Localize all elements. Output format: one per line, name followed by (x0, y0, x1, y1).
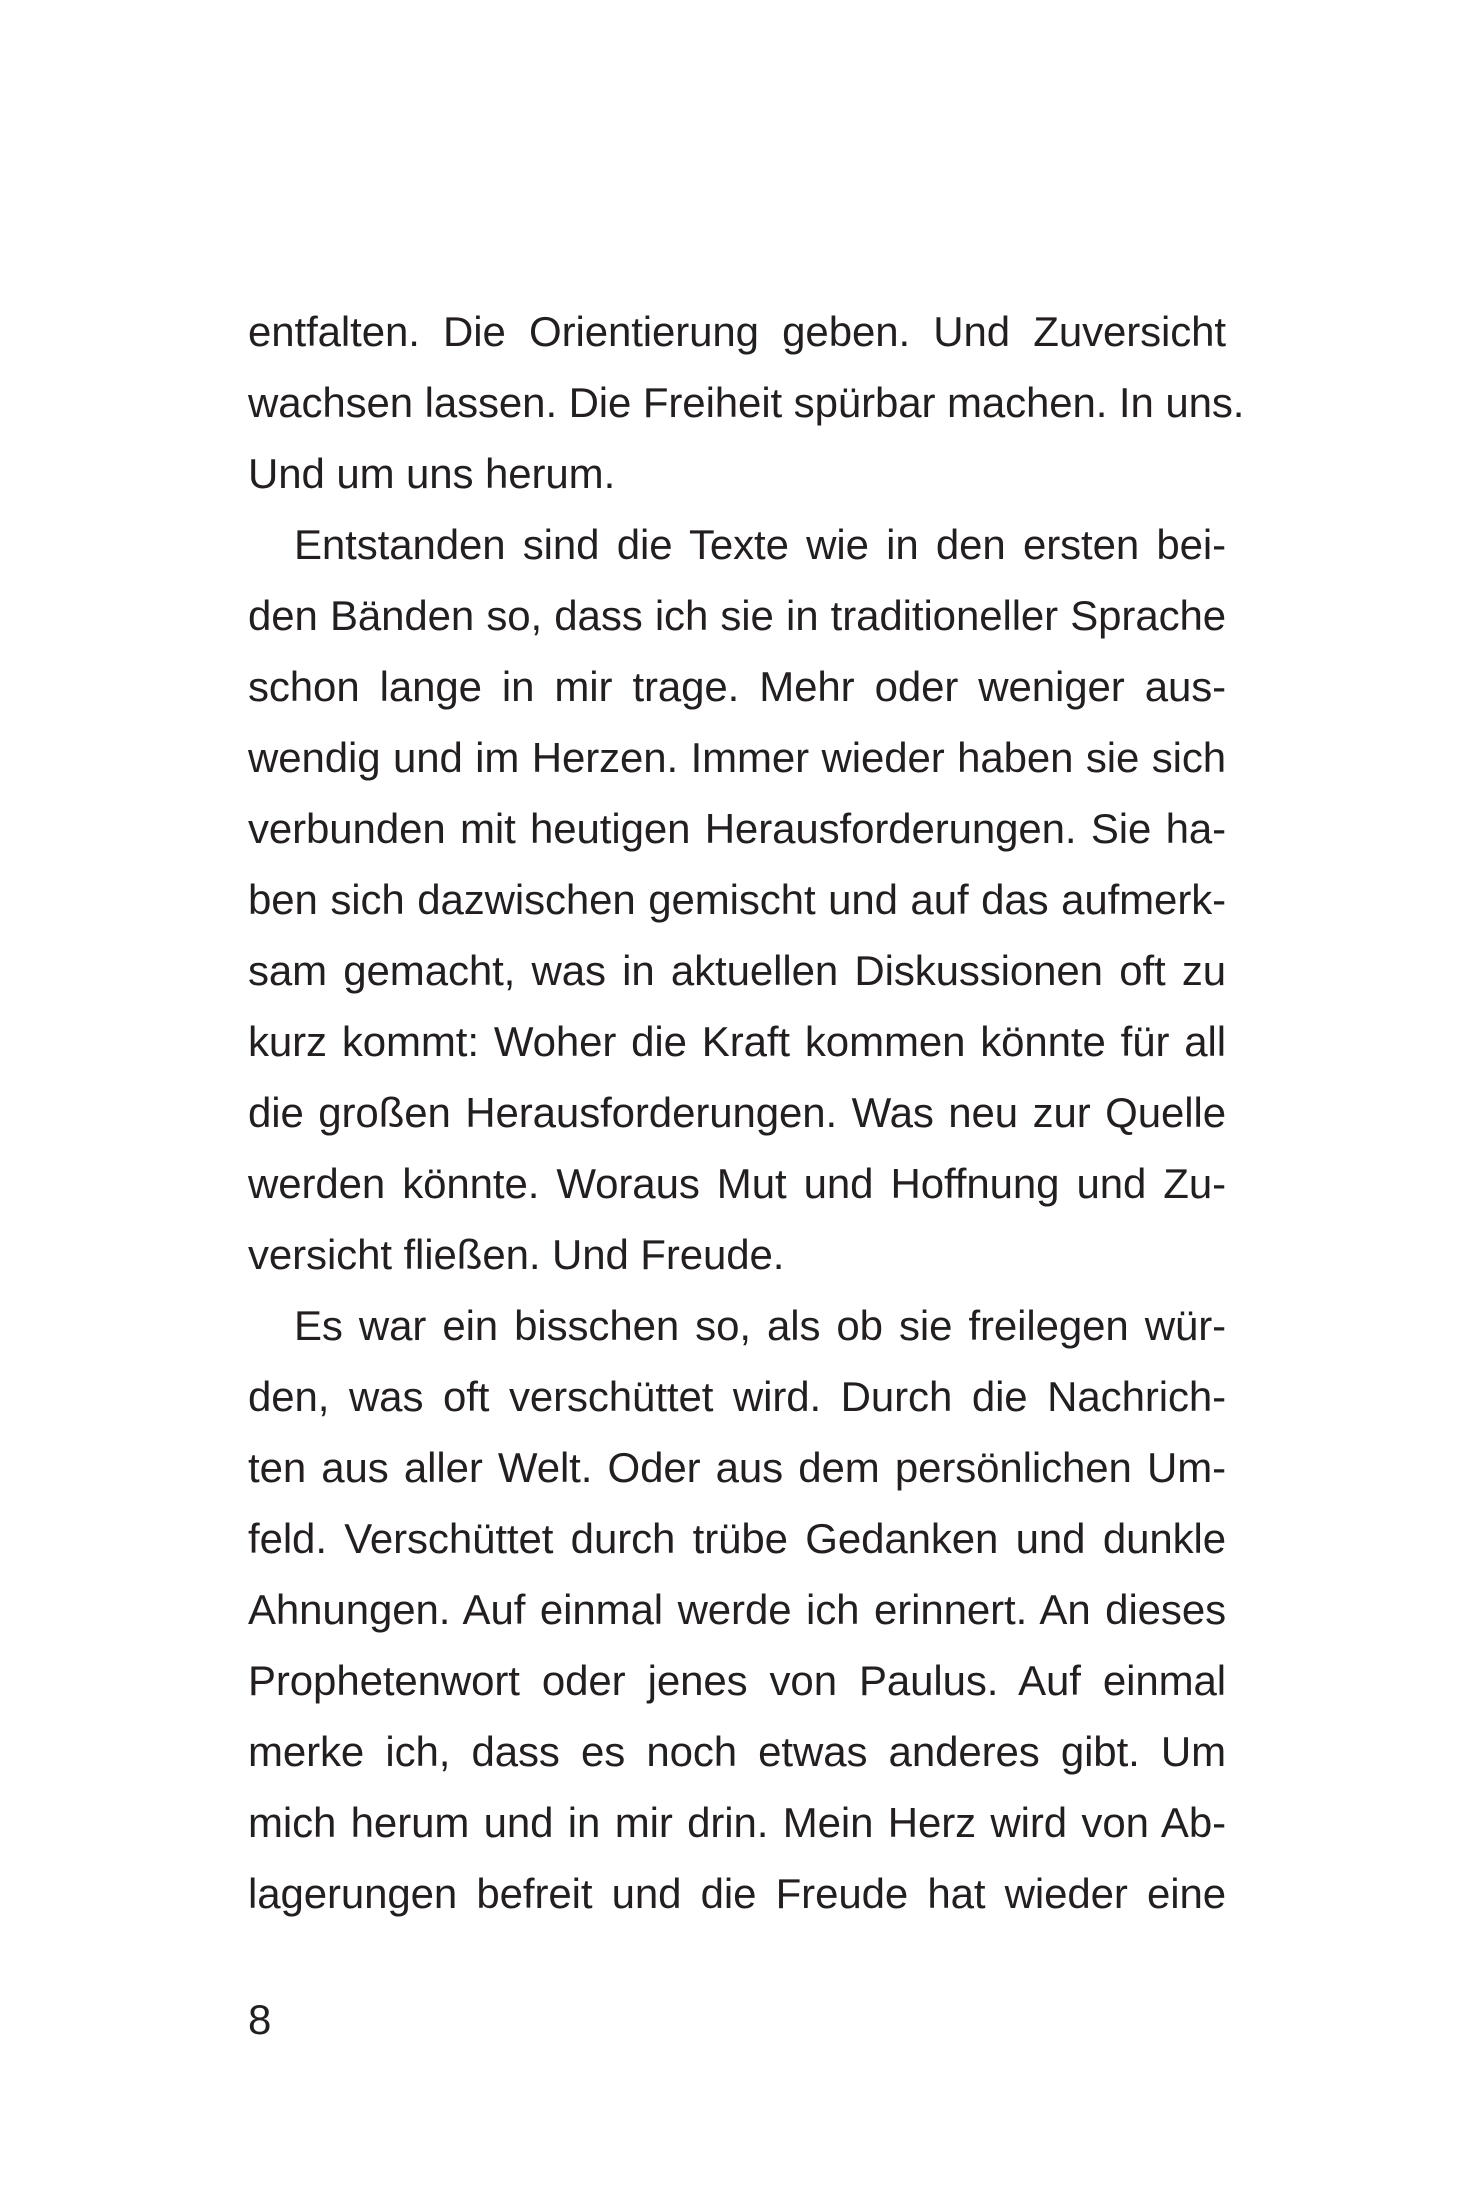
text-line: den Bänden so, dass ich sie in traditioneller Sprache (248, 592, 1226, 639)
body-text (248, 296, 1245, 1929)
text-line: Und um uns herum. (248, 450, 616, 497)
text-line: wachsen lassen. Die Freiheit spürbar machen. In uns. (248, 379, 1245, 426)
text-line: Ahnungen. Auf einmal werde ich erinnert. An dieses (248, 1586, 1226, 1633)
text-line: mich herum und in mir drin. Mein Herz wird von Ab- (248, 1799, 1226, 1846)
text-line: kurz kommt: Woher die Kraft kommen könnte für all (248, 1018, 1226, 1065)
paragraph (248, 509, 1226, 1290)
text-line: die großen Herausforderungen. Was neu zur Quelle (248, 1089, 1226, 1136)
text-line: werden könnte. Woraus Mut und Hoffnung und Zu- (248, 1160, 1226, 1207)
text-line: ten aus aller Welt. Oder aus dem persönlichen Um- (248, 1444, 1226, 1491)
paragraph (248, 296, 1245, 509)
paragraph (248, 1290, 1226, 1929)
text-line: Prophetenwort oder jenes von Paulus. Auf einmal (248, 1657, 1226, 1704)
text-line: versicht fließen. Und Freude. (248, 1231, 785, 1278)
text-line: lagerungen befreit und die Freude hat wieder eine (248, 1870, 1226, 1917)
page-number: 8 (248, 1996, 272, 2043)
text-line: den, was oft verschüttet wird. Durch die Nachrich- (248, 1373, 1226, 1420)
text-line: Entstanden sind die Texte wie in den ersten bei- (294, 521, 1226, 568)
text-line: ben sich dazwischen gemischt und auf das aufmerk- (248, 876, 1226, 923)
text-line: verbunden mit heutigen Herausforderungen. Sie ha- (248, 805, 1226, 852)
text-line: schon lange in mir trage. Mehr oder weniger aus- (248, 663, 1226, 710)
text-line: Es war ein bisschen so, als ob sie freilegen wür- (294, 1302, 1226, 1349)
text-line: sam gemacht, was in aktuellen Diskussionen oft zu (248, 947, 1226, 994)
text-line: entfalten. Die Orientierung geben. Und Zuversicht (248, 308, 1226, 355)
text-line: wendig und im Herzen. Immer wieder haben sie sich (248, 734, 1226, 781)
text-line: merke ich, dass es noch etwas anderes gibt. Um (248, 1728, 1226, 1775)
text-line: feld. Verschüttet durch trübe Gedanken und dunkle (248, 1515, 1226, 1562)
